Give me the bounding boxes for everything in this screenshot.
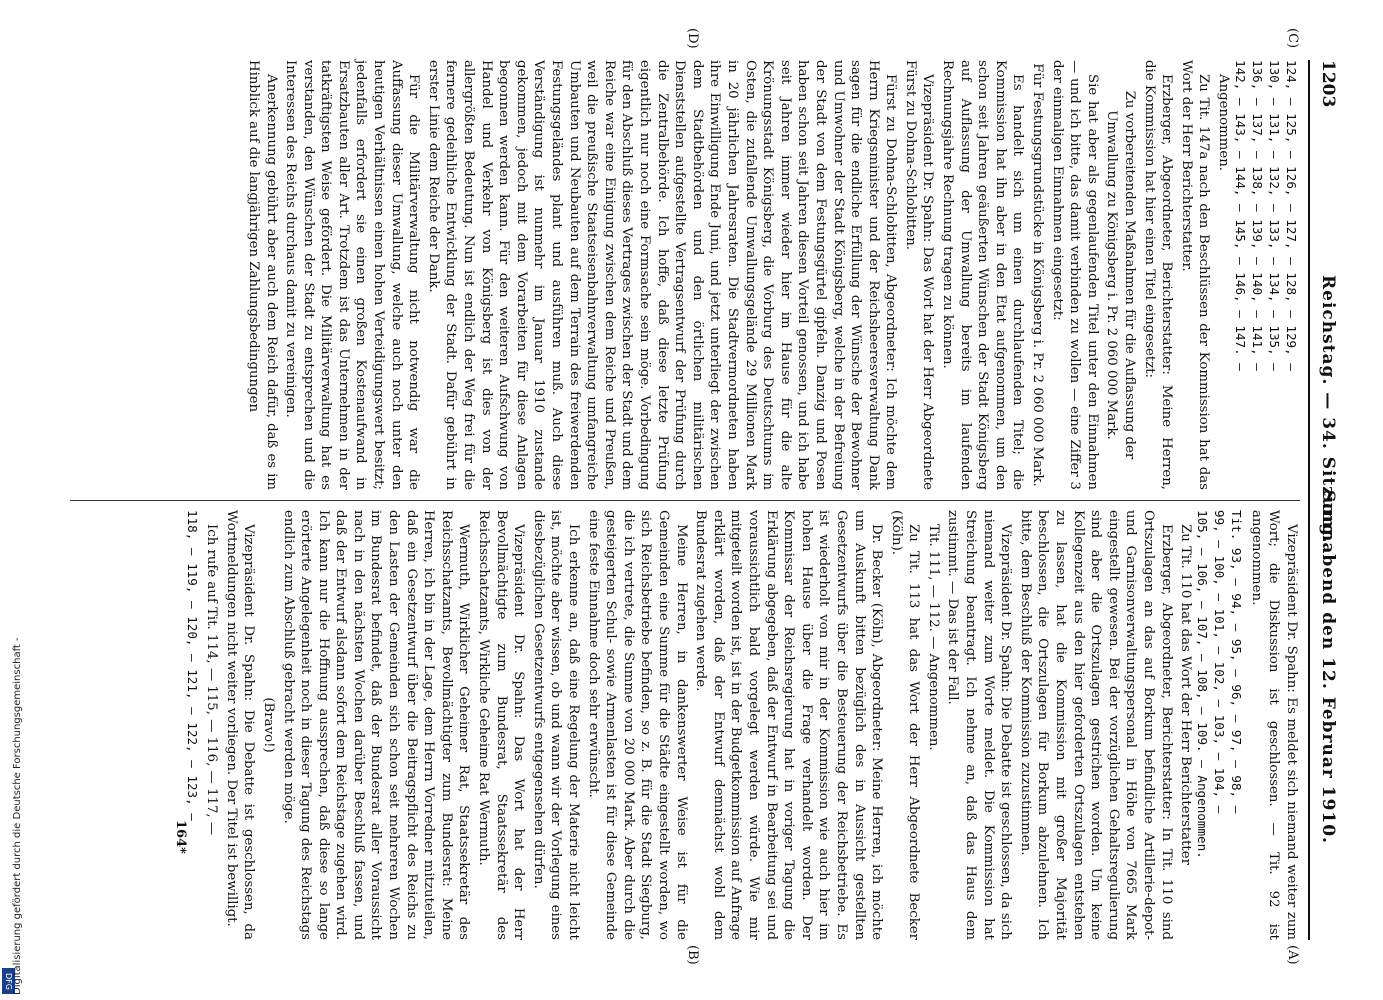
quoted-title: Zu vorbereitenden Maßnahmen für die Auflassung der Umwallung zu Königsberg i. Pr. 2 060 000 Mark. bbox=[1104, 90, 1138, 460]
paragraph: Erzberger, Abgeordneter, Berichterstatter: Meine Herren, die Kommission hat hier einen Titel eingesetzt: bbox=[1141, 60, 1175, 490]
title-numbers: 142, — 143, — 144, — 145, — 146, — 147. — bbox=[1233, 60, 1248, 371]
session-title: Reichstag. — 34. Sitzung. bbox=[1318, 275, 1338, 544]
paragraph: Vizepräsident Dr. Spahn: Die Debatte ist geschlossen, da sich niemand weiter zum Worte meldet. Die Kommission hat Streichung beantragt. Ich nehme an, daß das Haus dem zustimmt. — Das ist der Fall. bbox=[945, 510, 1014, 940]
rotated-page-content bbox=[70, 28, 1340, 965]
paragraph: Zu Tit. 110 hat das Wort der Herr Berichterstatter bbox=[1178, 524, 1194, 866]
margin-mark-b: (B) bbox=[685, 945, 700, 965]
page-header bbox=[1312, 60, 1340, 960]
title-numbers: 136, — 137, — 138, — 139, — 140, — 141, — bbox=[1250, 60, 1265, 371]
paragraph: Tit. 111, — 112. — Angenommen. bbox=[925, 524, 941, 751]
dfg-logo: DFG bbox=[2, 968, 15, 994]
paragraph: Sie hat aber als gegenlaufenden Titel unter den Einnahmen — und ich bitte, das damit verbinden zu wollen — eine Ziffer 3 der einmaligen Einnahmen eingesetzt: bbox=[1049, 60, 1100, 490]
paragraph: Wermuth, Wirklicher Geheimer Rat, Staatssekretär des Reichsschatzamts, Bevollmächtigter zum Bundesrat: Meine Herren, ich bin in der Lage, dem Herrn Vorredner mitzuteilen, daß ein Gesetzentwurf über die Beitragspflicht des Reichs zu den Lasten der Gemeinden sich schon seit mehreren Wochen im Bundesrat befindet, daß der Bundesrat aller Voraussicht nach in den nächsten Wochen darüber Beschluß fassen, und daß der Entwurf alsdann sofort dem Reichstage zugehen wird. Ich kann nur die Hoffnung aussprechen, daß diese so lange erörterte Angelegenheit noch in dieser Tagung des Reichstags endlich zum Abschluß gebracht werden möge. bbox=[280, 510, 472, 940]
paragraph: Ich rufe auf Tit. 114, — 115, — 116, — 117, — bbox=[204, 524, 220, 836]
margin-mark-a: (A) bbox=[1285, 945, 1300, 965]
title-numbers: 118, — 119, — 120, — 121, — 122, — 123, — bbox=[184, 510, 200, 821]
title-numbers: 130, — 131, — 132, — 133, — 134, — 135, — bbox=[1267, 60, 1282, 371]
title-numbers: Tit. 93, — 94, — 95, — 96, — 97, — 98, — bbox=[1229, 510, 1245, 814]
paragraph: Meine Herren, in dankenswerter Weise ist für die Gemeinden eine Summe für die Städte eingestellt worden, wo sich Reichsbetriebe befinden, so z. B. für die Stadt Siegburg, die ich vertrete, die Summe von 20 000 Mark. Aber durch die gesteigerten Schul- sowie Armenlasten ist für diese Gemeinde eine feste Einnahme doch sehr erwünscht. bbox=[585, 510, 689, 940]
paragraph: Angenommen. bbox=[1216, 74, 1231, 171]
title-numbers: 105, — 106, — 107, — 108, — 109. — Angenommen. bbox=[1195, 510, 1211, 859]
paragraph: Vizepräsident Dr. Spahn: Das Wort hat der Herr Bevollmächtigte zum Bundesrat, Staatssekretär des Reichsschatzamts, Wirkliche Geheime Rat Wermuth. bbox=[476, 510, 527, 940]
paragraph: Vizepräsident Dr. Spahn: Es meldet sich niemand weiter zum Wort; die Diskussion ist geschlossen. — Tit. 92 ist angenommen. bbox=[1248, 510, 1299, 940]
paragraph: Zu Tit. 147a nach den Beschlüssen der Kommission hat das Wort der Herr Berichterstatter. bbox=[1178, 60, 1212, 490]
paragraph: Fürst zu Dohna-Schlobitten, Abgeordneter: Ich möchte dem Herrn Kriegsminister und der Reichsheeresverwaltung Dank sagen für die endliche Erfüllung der Wünsche der Bewohner und Umwohner der Stadt Königsberg, welche in der Befreiung der Stadt von dem Festungsgürtel gipfeln. Danzig und Posen haben schon seit Jahren diesen Vorteil genossen, und ich habe seit Jahren immer wieder hier im Hause für die alte Krönungsstadt Königsberg, die Vorburg des Deutschtums im Osten, die zufallende Umwallungsgelände 29 Millionen Mark in 20 jährlichen Jahresraten. Die Stadtvermordneten haben ihre Einwilligung Ende Juni, und jetzt unterliegt der zwischen dem Stadtbehörden und den örtlichen militärischen Dienststellen aufgestellte Vertragsentwurf der Prüfung durch die Zentralbehörde. Ich hoffe, daß diese letzte Prüfung eigentlich nur noch eine Formsache sein möge. Vorbedingung für den Abschluß dieses Vertrages zwischen der Stadt und dem Reiche war eine Einigung zwischen dem Reiche und Preußen, weil die preußische Staatseisenbahnverwaltung umfangreiche Umbauten und Neubauten auf dem Terrain des freiwerdenden Festungsgeländes plant und ausführen muß. Auch diese Verständigung ist nunmehr im Januar 1910 zustande gekommen, jedoch mit dem Vorarbeiten für diese Anlagen begonnen werden kann. Für den weiteren Aufschwung von Handel und Verkehr von Königsberg ist dies von der allergrößten Bedeutung. Nun ist endlich der Weg frei für die fernere gedeihliche Entwicklung der Stadt. Dafür gebührt in erster Linie dem Reiche der Dank. bbox=[425, 60, 899, 490]
column-left bbox=[242, 60, 1300, 490]
paragraph: Anerkennung gebührt aber auch dem Reich dafür, daß es im Hinblick auf die langjährigen Zahlungsbedingungen bbox=[245, 60, 279, 490]
paragraph: Dr. Becker (Köln), Abgeordneter: Meine Herren, ich möchte um Auskunft bitten bezüglich des in Aussicht gestellten Gesetzentwurfs über die Besteuerung der Reichsbetriebe. Es ist wiederholt von mir in der Kommission wie auch hier im hohen Hause über die Frage verhandelt worden. Der Kommissar der Reichsregierung hat in voriger Tagung die Erklärung abgegeben, daß der Entwurf in Bearbeitung sei und voraussichtlich bald vorgelegt werden würde. Wie mir mitgeteilt worden ist, ist in der Budgetkommission auf Anfrage erklärt worden, daß der Entwurf demnächst wohl dem Bundesrat zugehen werde. bbox=[693, 510, 885, 940]
title-numbers: 124, — 125, — 126, — 127, — 128, — 129, — bbox=[1284, 60, 1299, 371]
margin-mark-c: (C) bbox=[1285, 28, 1300, 49]
column-right bbox=[184, 510, 1300, 940]
sheet-signature: 164* bbox=[173, 820, 188, 854]
margin-mark-d: (D) bbox=[685, 28, 700, 49]
digitization-credit: Digitalisierung gefördert durch die Deutsche Forschungsgemeinschaft - bbox=[12, 637, 23, 995]
paragraph: Vizepräsident Dr. Spahn: Das Wort hat der Herr Abgeordnete Fürst zu Dohna-Schlobitten. bbox=[902, 60, 936, 490]
quoted-title: Für Festungsgrundstücke in Königsberg i. Pr. 2 060 000 Mark. bbox=[1030, 63, 1046, 487]
title-numbers: 99, — 100, — 101, — 102, — 103, — 104, — bbox=[1212, 510, 1228, 814]
header-rule bbox=[1308, 60, 1310, 940]
paragraph: Zu Tit. 113 hat das Wort der Herr Abgeordnete Becker (Köln). bbox=[888, 510, 922, 940]
paragraph: Vizepräsident Dr. Spahn: Die Debatte ist geschlossen, da Wortmeldungen nicht weiter vorliegen. Der Titel ist bewilligt. bbox=[223, 510, 257, 940]
page-number: 1203 bbox=[1318, 60, 1338, 108]
interjection: (Bravo!) bbox=[260, 697, 276, 753]
paragraph: Für die Militärverwaltung nicht notwendig war die Auffassung dieser Umwallung, welche auch noch unter den heutigen Verhältnissen einen hohen Verteidigungswert besitzt; jedenfalls erfordert sie einen großen Kostenaufwand in Ersatzbauten aller Art. Trotzdem ist das Unternehmen in der tatkräftigsten Weise gefördert. Die Militärverwaltung hat es verstanden, den Wünschen der Stadt zu entsprechen und die Interessen des Reichs durchaus damit zu vereinigen. bbox=[283, 60, 422, 490]
paragraph: Es handelt sich um einen durchlaufenden Titel; die Kommission hat ihn aber in den Etat aufgenommen, um den schon seit Jahren geäußerten Wünschen der Stadt Königsberg auf Auflassung der Umwallung bereits im laufenden Rechnungsjahre Rechnung tragen zu können. bbox=[940, 60, 1026, 490]
column-divider bbox=[70, 500, 1300, 501]
session-date: Sonnabend den 12. Februar 1910. bbox=[1318, 490, 1338, 844]
paragraph: Ich erkenne an, daß eine Regelung der Materie nicht leicht ist, möchte aber wissen, ob und wann wir der Vorlegung eines diesbezüglichen Gesetzentwurfs entgegensehen dürfen. bbox=[530, 510, 582, 940]
paragraph: Erzberger, Abgeordneter, Berichterstatter: In Tit. 110 sind Ortszulagen an das auf Borkum befindliche Artillerie-depot- und Garnisonverwaltungspersonal in Höhe von 7665 Mark eingestellt gewesen. Bei der vorzüglichen Gehaltsregulierung sind aber die Ortszulagen gestrichen worden. Um keine Kollegenzeit aus den hier geforderten Ortszulagen entstehen zu lassen, hat die Kommission mit großer Majorität beschlossen, die Ortszulagen für Borkum abzulehnen. Ich bitte, dem Beschluß der Kommission zuzustimmen. bbox=[1017, 510, 1174, 940]
